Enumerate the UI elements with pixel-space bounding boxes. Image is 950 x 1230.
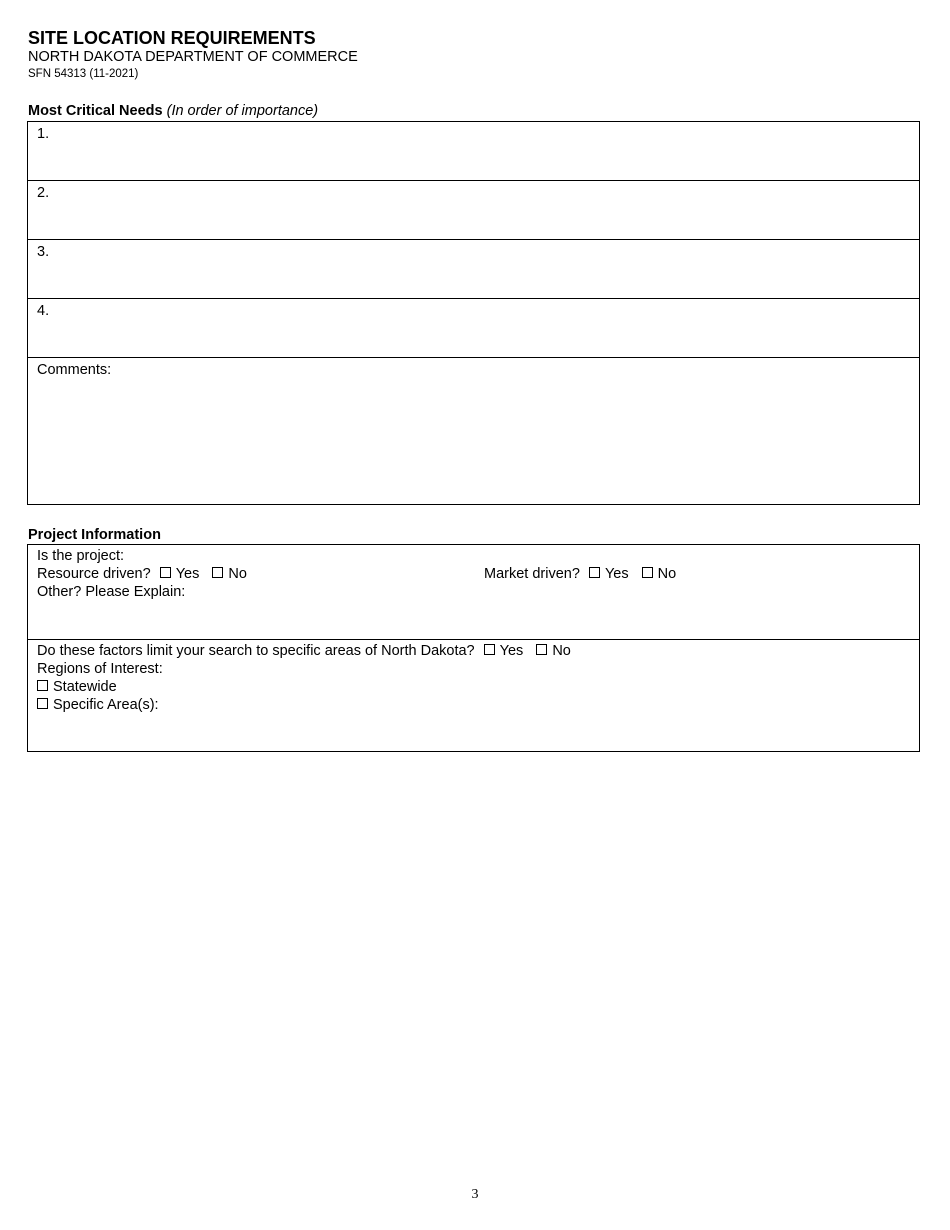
critical-needs-table <box>27 121 920 505</box>
statewide-checkbox[interactable] <box>37 680 48 691</box>
project-info-heading <box>28 527 161 543</box>
market-yes-label: Yes <box>604 566 629 582</box>
resource-driven-label: Resource driven? <box>37 566 151 582</box>
resource-no-label: No <box>228 566 247 582</box>
market-driven-label: Market driven? <box>484 566 580 582</box>
is-project-label: Is the project: <box>37 548 125 564</box>
resource-yes-label: Yes <box>175 566 200 582</box>
need-number-4: 4. <box>37 303 50 319</box>
specific-area-label: Specific Area(s): <box>53 697 159 713</box>
limit-yes-label: Yes <box>499 643 524 659</box>
need-row-3[interactable] <box>28 239 919 299</box>
need-number-1: 1. <box>37 126 50 142</box>
regions-section <box>28 639 919 752</box>
statewide-label: Statewide <box>53 679 117 695</box>
resource-driven-group <box>37 565 251 583</box>
critical-needs-title: Most Critical Needs <box>28 103 163 119</box>
form-title: SITE LOCATION REQUIREMENTS <box>28 28 316 48</box>
page-number: 3 <box>471 1187 479 1202</box>
limit-yes-checkbox[interactable] <box>484 644 495 655</box>
critical-needs-heading <box>28 103 318 119</box>
specific-area-option <box>37 696 159 714</box>
form-number: SFN 54313 (11-2021) <box>28 68 139 80</box>
other-explain-label: Other? Please Explain: <box>37 584 186 600</box>
specific-area-checkbox[interactable] <box>37 698 48 709</box>
limit-no-checkbox[interactable] <box>536 644 547 655</box>
market-no-label: No <box>657 566 677 582</box>
project-info-title: Project Information <box>28 527 161 543</box>
comments-field[interactable] <box>28 357 919 505</box>
regions-of-interest-label: Regions of Interest: <box>37 661 163 677</box>
limit-search-question: Do these factors limit your search to specific areas of North Dakota? <box>37 643 475 659</box>
need-number-2: 2. <box>37 185 50 201</box>
comments-label: Comments: <box>37 362 112 378</box>
market-no-checkbox[interactable] <box>642 567 653 578</box>
market-driven-group <box>484 565 680 583</box>
market-yes-checkbox[interactable] <box>589 567 600 578</box>
need-number-3: 3. <box>37 244 50 260</box>
need-row-2[interactable] <box>28 180 919 240</box>
organization-name: NORTH DAKOTA DEPARTMENT OF COMMERCE <box>28 49 358 65</box>
resource-no-checkbox[interactable] <box>212 567 223 578</box>
critical-needs-subtitle: (In order of importance) <box>166 103 319 119</box>
limit-no-label: No <box>552 643 571 659</box>
need-row-1[interactable] <box>28 122 919 180</box>
project-type-section <box>28 545 919 639</box>
limit-search-group <box>37 642 575 660</box>
project-info-table <box>27 544 920 752</box>
resource-yes-checkbox[interactable] <box>160 567 171 578</box>
statewide-option <box>37 678 117 696</box>
need-row-4[interactable] <box>28 298 919 358</box>
